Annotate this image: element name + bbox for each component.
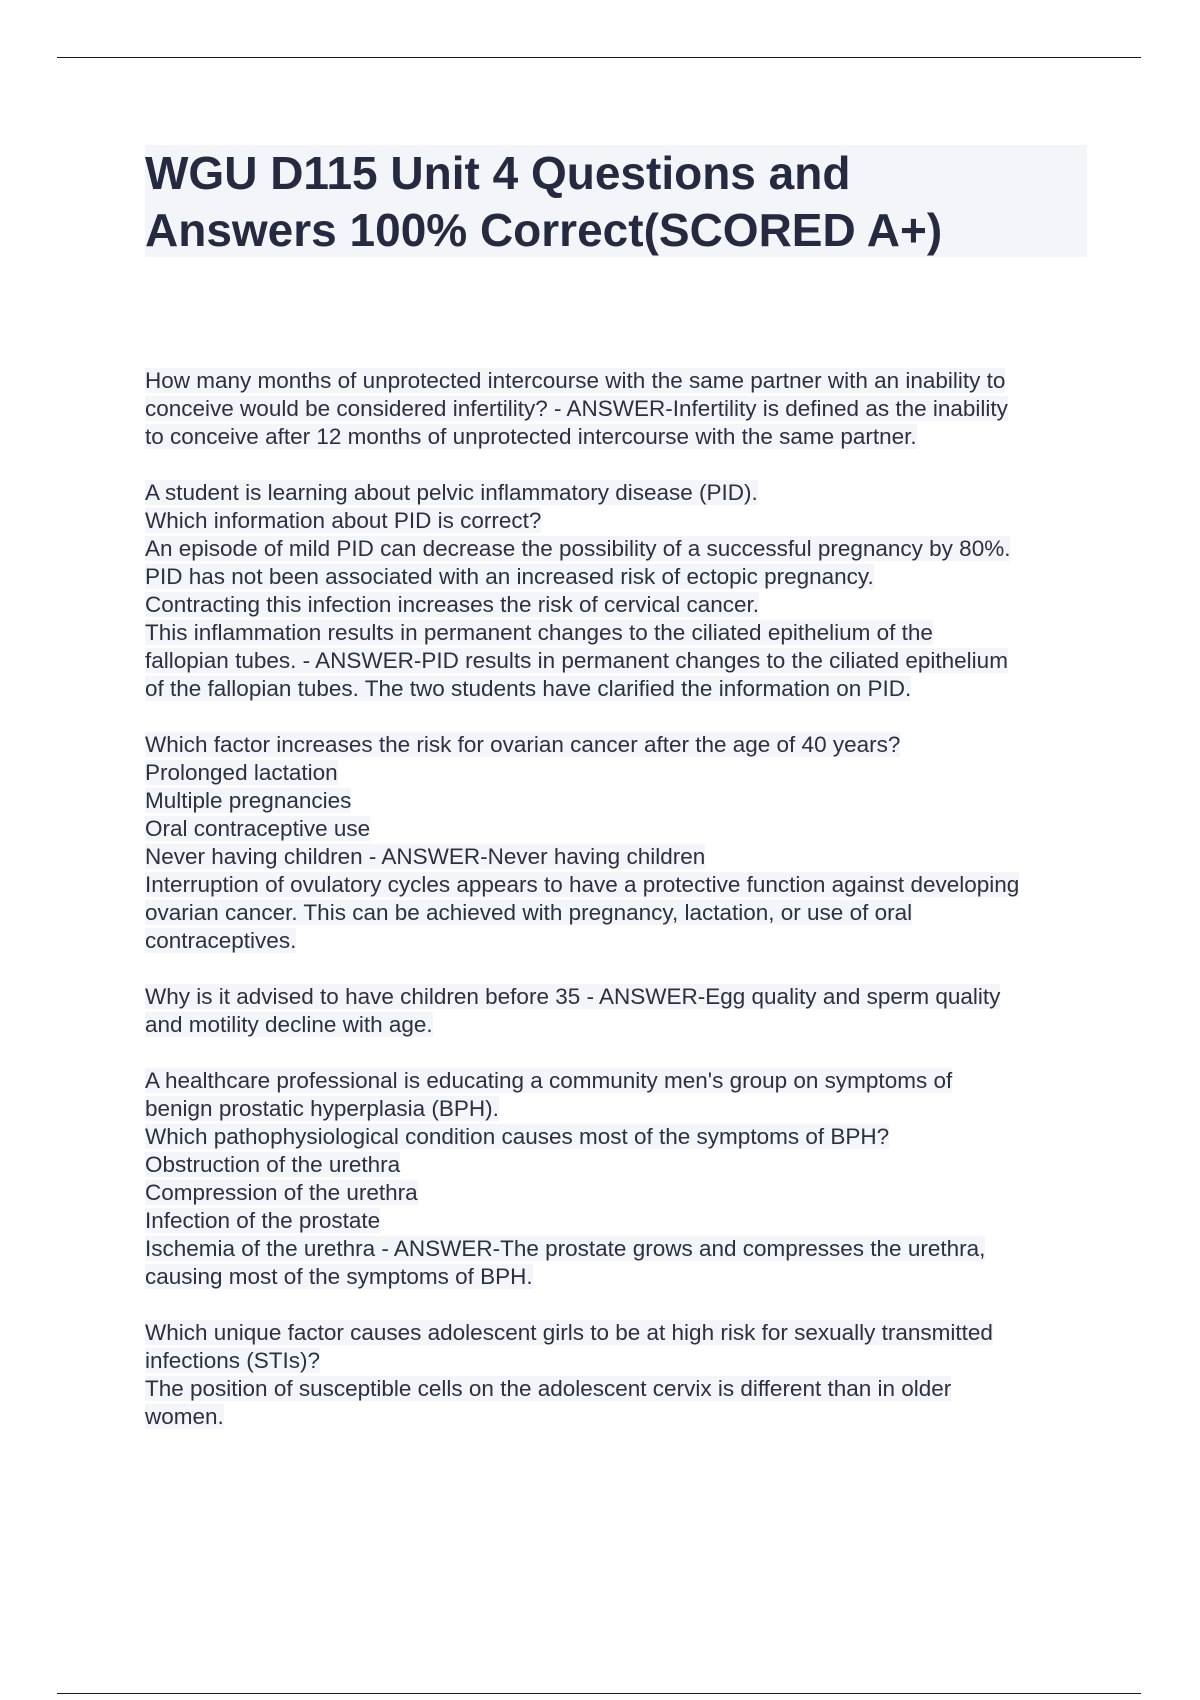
- qa-line: The position of susceptible cells on the adolescent cervix is different than in older: [145, 1376, 952, 1401]
- qa-line: Interruption of ovulatory cycles appears to have a protective function against developing: [145, 872, 1020, 897]
- qa-line: Prolonged lactation: [145, 760, 338, 785]
- qa-line: to conceive after 12 months of unprotected intercourse with the same partner.: [145, 424, 917, 449]
- qa-block-sti-adolescent: [145, 1319, 1105, 1431]
- qa-line: This inflammation results in permanent changes to the ciliated epithelium of the: [145, 620, 933, 645]
- qa-line: Contracting this infection increases the risk of cervical cancer.: [145, 592, 760, 617]
- qa-block-children-before-35: [145, 983, 1105, 1039]
- qa-line: Never having children - ANSWER-Never having children: [145, 844, 706, 869]
- qa-line: fallopian tubes. - ANSWER-PID results in permanent changes to the ciliated epithelium: [145, 648, 1008, 673]
- qa-content: [145, 367, 1105, 1459]
- qa-line: A healthcare professional is educating a community men's group on symptoms of: [145, 1068, 953, 1093]
- qa-line: infections (STIs)?: [145, 1348, 321, 1373]
- top-rule: [57, 57, 1141, 58]
- qa-line: Which factor increases the risk for ovarian cancer after the age of 40 years?: [145, 732, 901, 757]
- qa-line: ovarian cancer. This can be achieved with pregnancy, lactation, or use of oral: [145, 900, 913, 925]
- qa-line: Infection of the prostate: [145, 1208, 381, 1233]
- bottom-rule: [57, 1693, 1141, 1694]
- qa-line: Obstruction of the urethra: [145, 1152, 401, 1177]
- title-line: WGU D115 Unit 4 Questions and: [145, 147, 851, 199]
- title-line: Answers 100% Correct(SCORED A+): [145, 204, 943, 256]
- qa-line: of the fallopian tubes. The two students have clarified the information on PID.: [145, 676, 912, 701]
- qa-block-bph: [145, 1067, 1105, 1291]
- qa-line: Why is it advised to have children before 35 - ANSWER-Egg quality and sperm quality: [145, 984, 1001, 1009]
- qa-line: Which pathophysiological condition causes most of the symptoms of BPH?: [145, 1124, 890, 1149]
- qa-block-infertility: [145, 367, 1105, 451]
- qa-block-ovarian-cancer: [145, 731, 1105, 955]
- qa-line: and motility decline with age.: [145, 1012, 433, 1037]
- qa-line: PID has not been associated with an increased risk of ectopic pregnancy.: [145, 564, 874, 589]
- qa-line: contraceptives.: [145, 928, 297, 953]
- qa-line: How many months of unprotected intercourse with the same partner with an inability to: [145, 368, 1006, 393]
- qa-line: A student is learning about pelvic inflammatory disease (PID).: [145, 480, 758, 505]
- qa-line: Ischemia of the urethra - ANSWER-The prostate grows and compresses the urethra,: [145, 1236, 986, 1261]
- qa-line: benign prostatic hyperplasia (BPH).: [145, 1096, 499, 1121]
- qa-line: conceive would be considered infertility? - ANSWER-Infertility is defined as the inability: [145, 396, 1008, 421]
- qa-line: causing most of the symptoms of BPH.: [145, 1264, 533, 1289]
- qa-line: Multiple pregnancies: [145, 788, 352, 813]
- qa-line: Which unique factor causes adolescent girls to be at high risk for sexually transmitted: [145, 1320, 993, 1345]
- qa-line: An episode of mild PID can decrease the possibility of a successful pregnancy by 80%.: [145, 536, 1011, 561]
- qa-block-pid: [145, 479, 1105, 703]
- qa-line: Oral contraceptive use: [145, 816, 371, 841]
- qa-line: Which information about PID is correct?: [145, 508, 542, 533]
- qa-line: women.: [145, 1404, 224, 1429]
- document-title: [145, 145, 1087, 259]
- qa-line: Compression of the urethra: [145, 1180, 418, 1205]
